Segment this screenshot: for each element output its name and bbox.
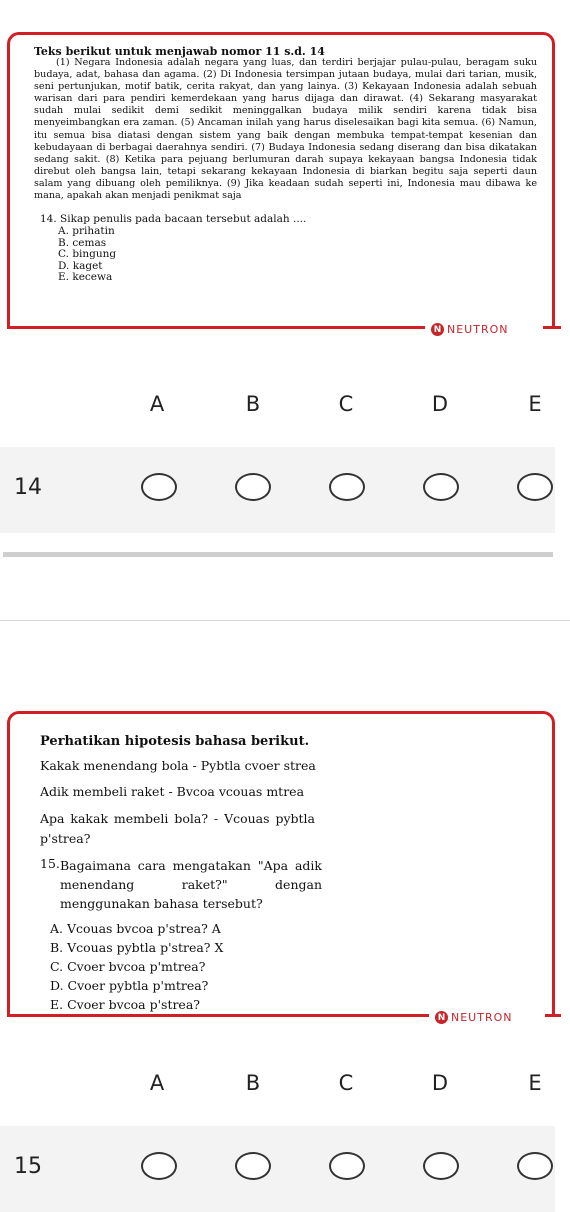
answer-bubble-d[interactable] <box>423 473 459 501</box>
passage-title: Teks berikut untuk menjawab nomor 11 s.d. 14 <box>34 45 325 58</box>
answer-bubble-a[interactable] <box>141 1152 177 1180</box>
question-15-text: Bagaimana cara mengatakan "Apa adik menendang raket?" dengan menggunakan bahasa tersebut? <box>60 858 322 911</box>
column-b-label: B <box>245 1071 261 1095</box>
neutron-logo-icon: N <box>431 323 444 336</box>
question-15 <box>40 856 340 1014</box>
brand-logo <box>431 1011 516 1024</box>
answer-header-14 <box>0 392 570 422</box>
question-card-15 <box>7 711 555 1024</box>
section-divider <box>3 552 553 557</box>
column-d-label: D <box>431 392 449 416</box>
answer-bubble-e[interactable] <box>517 473 553 501</box>
hypothesis-line-2: Adik membeli raket - Bvcoa vcouas mtrea <box>40 784 305 799</box>
hypothesis-line-3: Apa kakak membeli bola? - Vcouas pybtla p'strea? <box>40 811 315 846</box>
option-c: C. bingung <box>58 248 117 260</box>
hypothesis-line-1: Kakak menendang bola - Pybtla cvoer strea <box>40 758 316 773</box>
brand-name: NEUTRON <box>451 1011 513 1024</box>
answer-bubble-d[interactable] <box>423 1152 459 1180</box>
question-14 <box>40 213 540 284</box>
column-c-label: C <box>338 392 354 416</box>
option-e: E. kecewa <box>58 271 113 283</box>
answer-bubble-b[interactable] <box>235 473 271 501</box>
answer-bubble-a[interactable] <box>141 473 177 501</box>
question-15-number: 15. <box>40 856 60 871</box>
column-e-label: E <box>528 392 542 416</box>
row-number: 15 <box>14 1154 42 1179</box>
neutron-logo-icon: N <box>435 1011 448 1024</box>
footer-line-left <box>7 1014 429 1017</box>
option-c: C. Cvoer bvcoa p'mtrea? <box>50 959 206 974</box>
question-14-options <box>58 226 540 284</box>
brand-name: NEUTRON <box>447 323 509 336</box>
option-d: D. kaget <box>58 259 103 272</box>
option-d: D. Cvoer pybtla p'mtrea? <box>50 978 209 993</box>
column-b-label: B <box>245 392 261 416</box>
row-number: 14 <box>14 475 42 500</box>
answer-header-15 <box>0 1071 570 1101</box>
footer-line-right <box>543 326 561 329</box>
footer-line-right <box>545 1014 561 1017</box>
answer-row-14 <box>0 447 555 533</box>
answer-row-15 <box>0 1126 555 1212</box>
option-a: A. prihatin <box>58 225 115 237</box>
column-a-label: A <box>149 392 165 416</box>
section-divider-thin <box>0 620 570 621</box>
option-a: A. Vcouas bvcoa p'strea? A <box>50 921 221 936</box>
footer-line-left <box>7 326 425 329</box>
answer-bubble-c[interactable] <box>329 1152 365 1180</box>
question-15-options <box>50 919 340 1014</box>
answer-bubble-e[interactable] <box>517 1152 553 1180</box>
option-b: B. Vcouas pybtla p'strea? X <box>50 940 224 955</box>
question-card-14 <box>7 32 555 336</box>
question-14-stem: 14. Sikap penulis pada bacaan tersebut adalah .... <box>40 213 307 225</box>
option-b: B. cemas <box>58 236 107 249</box>
column-a-label: A <box>149 1071 165 1095</box>
column-e-label: E <box>528 1071 542 1095</box>
option-e: E. Cvoer bvcoa p'strea? <box>50 997 200 1012</box>
question-15-stem <box>40 856 340 913</box>
answer-bubble-c[interactable] <box>329 473 365 501</box>
hypothesis-title: Perhatikan hipotesis bahasa berikut. <box>40 734 310 749</box>
column-d-label: D <box>431 1071 449 1095</box>
answer-bubble-b[interactable] <box>235 1152 271 1180</box>
brand-logo <box>427 323 512 336</box>
passage-text: (1) Negara Indonesia adalah negara yang luas, dan terdiri berjajar pulau-pulau, beragam suku budaya, adat, bahasa dan agama. (2) Di Indonesia tersimpan jutaan budaya, mulai dari tarian, musik, seni pertunjukan, motif batik, cerita rakyat, dan yang lainya. (3) Kekayaan Indonesia adalah sebuah warisan dari para pendiri kemerdekaan yang harus dijaga dan dirawat. (4) Sekarang masyarakat sudah mulai sedikit demi sedikit meninggalkan budaya milik sendiri karena tidak bisa menyeimbangkan era zaman. (5) Ancaman inilah yang harus diselesaikan bagi kita semua. (6) Namun, itu semua bisa diatasi dengan sistem yang baik dengan membuka tempat-tempat kesenian dan kebudayaan di berbagai daerahnya sendiri. (7) Budaya Indonesia sedang diserang dan bisa dikatakan sedang sakit. (8) Ketika para pejuang berlumuran darah supaya kekayaan bangsa Indonesia tidak direbut oleh bangsa lain, tetapi sekarang kekayaan Indonesia di biarkan begitu saja seperti daun salam yang dibuang oleh pemiliknya. (9) Jika keadaan sudah seperti ini, Indonesia mau dibawa ke mana, apakah akan menjadi penikmat saja <box>34 57 537 202</box>
column-c-label: C <box>338 1071 354 1095</box>
